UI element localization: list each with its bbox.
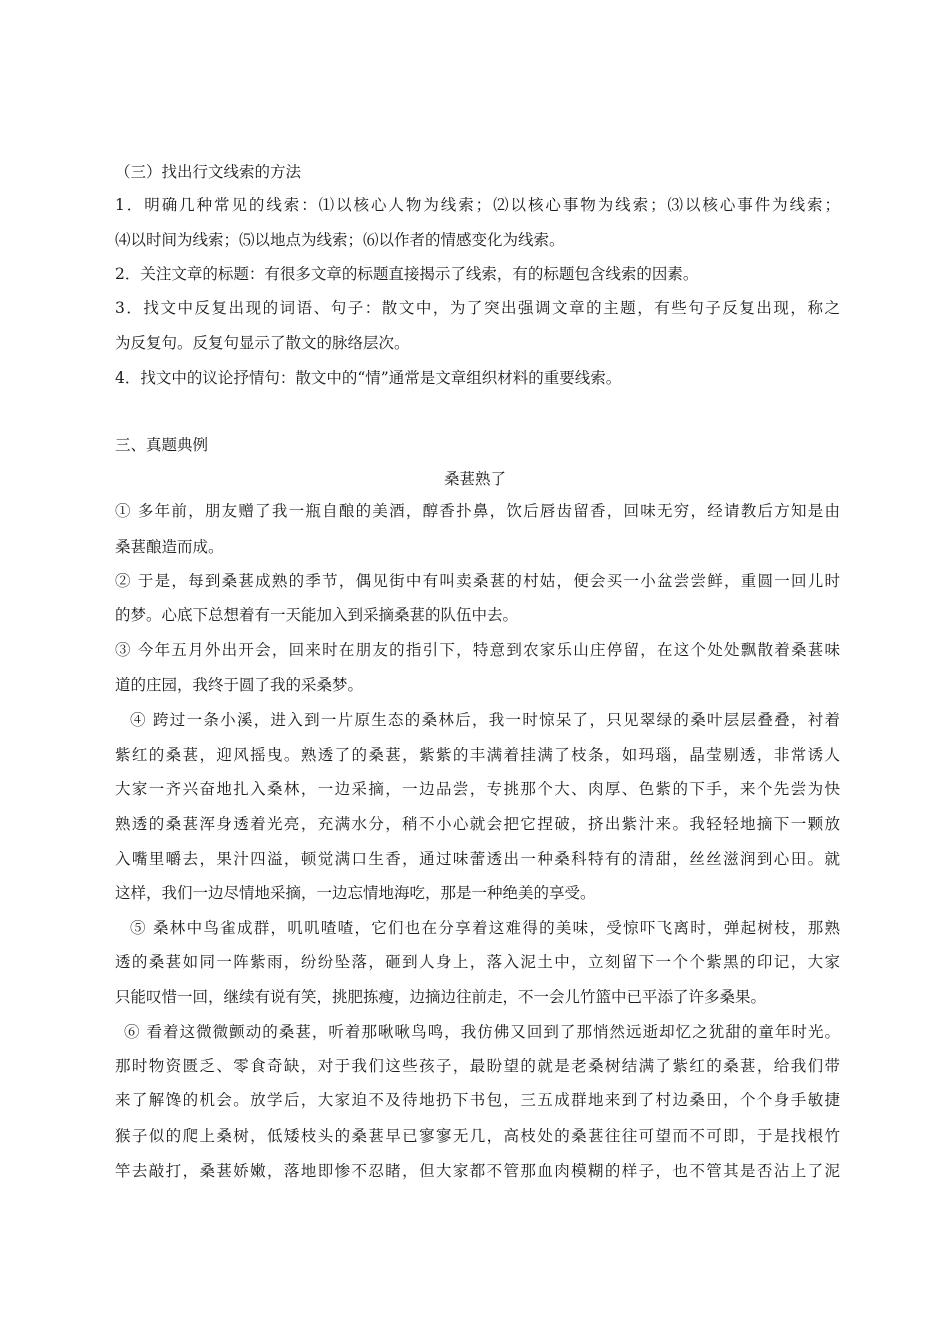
examples-heading: 三、真题典例 (115, 436, 209, 454)
article-line: 道的庄园，我终于圆了我的采桑梦。 (115, 676, 364, 694)
section-heading: （三）找出行文线索的方法 (115, 163, 302, 181)
article-line: 的梦。心底下总想着有一天能加入到采摘桑葚的队伍中去。 (115, 606, 519, 624)
article-title: 桑葚熟了 (443, 470, 506, 488)
article-line: ⑥ 看着这微微颤动的桑葚，听着那啾啾鸟鸣，我仿佛又回到了那悄然远逝却忆之犹甜的童年时光。 (124, 1023, 840, 1041)
article-line: 猴子似的爬上桑树，低矮枝头的桑葚早已寥寥无几，高枝处的桑葚往往可望而不可即，于是找根竹 (115, 1127, 840, 1145)
article-line: 竿去敲打，桑葚娇嫩，落地即惨不忍睹，但大家都不管那血肉模糊的样子，也不管其是否沾上了泥 (115, 1162, 840, 1180)
method-item-2: 2．关注文章的标题：有很多文章的标题直接揭示了线索，有的标题包含线索的因素。 (115, 265, 699, 283)
method-item-1-cont: ⑷以时间为线索；⑸以地点为线索；⑹以作者的情感变化为线索。 (115, 231, 565, 249)
article-line: 那时物资匮乏、零食奇缺，对于我们这些孩子，最盼望的就是老桑树结满了紫红的桑葚，给我们带 (115, 1057, 840, 1075)
article-line: 紫红的桑葚，迎风摇曳。熟透了的桑葚，紫紫的丰满着挂满了枝条，如玛瑙，晶莹剔透，非常诱人 (115, 746, 840, 764)
article-line: ⑤ 桑林中鸟雀成群，叽叽喳喳，它们也在分享着这难得的美味，受惊吓飞离时，弹起树枝，那熟 (130, 919, 840, 937)
article-line: 熟透的桑葚浑身透着光亮，充满水分，稍不小心就会把它捏破，挤出紫汁来。我轻轻地摘下一颗放 (115, 815, 840, 833)
article-line: ① 多年前，朋友赠了我一瓶自酿的美酒，醇香扑鼻，饮后唇齿留香，回味无穷，经请教后方知是由 (115, 502, 840, 520)
article-line: ④ 跨过一条小溪，进入到一片原生态的桑林后，我一时惊呆了，只见翠绿的桑叶层层叠叠，衬着 (130, 711, 840, 729)
article-line: 桑葚酿造而成。 (115, 538, 224, 556)
article-line: ② 于是，每到桑葚成熟的季节，偶见街中有叫卖桑葚的村姑，便会买一小盆尝尝鲜，重圆一回儿时 (115, 572, 840, 590)
article-line: ③ 今年五月外出开会，回来时在朋友的指引下，特意到农家乐山庄停留，在这个处处飘散着桑葚味 (115, 641, 840, 659)
article-line: 这样，我们一边尽情地采摘，一边忘情地海吃，那是一种绝美的享受。 (115, 884, 596, 902)
article-line: 入嘴里嚼去，果汁四溢，顿觉满口生香，通过味蕾透出一种桑科特有的清甜，丝丝滋润到心田。就 (115, 850, 840, 868)
article-line: 透的桑葚如同一阵紫雨，纷纷坠落，砸到人身上，落入泥土中，立刻留下一个个紫黑的印记，大家 (115, 953, 840, 971)
method-item-3: 3．找文中反复出现的词语、句子：散文中，为了突出强调文章的主题，有些句子反复出现，称之 (115, 299, 840, 317)
method-item-1: 1．明确几种常见的线索：⑴以核心人物为线索；⑵以核心事物为线索；⑶以核心事件为线索； (115, 196, 840, 214)
article-line: 来了解馋的机会。放学后，大家迫不及待地扔下书包，三五成群地来到了村边桑田，个个身手敏捷 (115, 1091, 840, 1109)
method-item-3-cont: 为反复句。反复句显示了散文的脉络层次。 (115, 334, 410, 352)
article-line: 只能叹惜一回，继续有说有笑，挑肥拣瘦，边摘边往前走，不一会儿竹篮中已平添了许多桑果。 (115, 988, 767, 1006)
article-line: 大家一齐兴奋地扎入桑林，一边采摘，一边品尝，专挑那个大、肉厚、色紫的下手，来个先尝为快 (115, 780, 840, 798)
method-item-4: 4．找文中的议论抒情句：散文中的“情”通常是文章组织材料的重要线索。 (115, 369, 622, 387)
